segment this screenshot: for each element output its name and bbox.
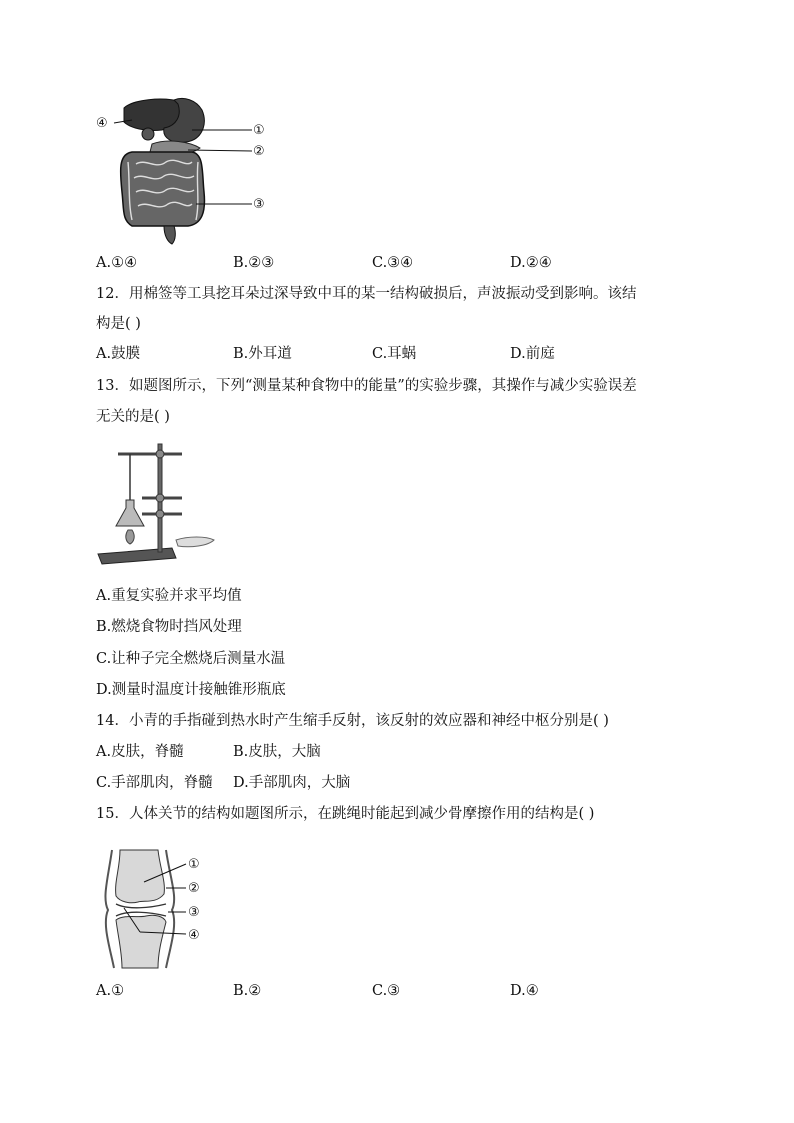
q15-stem-line1: 15．人体关节的结构如题图所示，在跳绳时能起到减少骨摩擦作用的结构是( ) <box>96 806 595 822</box>
fig11-label-1: ① <box>253 123 265 138</box>
q14-option-a: A.皮肤，脊髓 <box>96 744 184 760</box>
q11-option-d: D.②④ <box>510 255 552 271</box>
q15-option-d: D.④ <box>510 983 539 999</box>
q12-option-a: A.鼓膜 <box>96 346 141 362</box>
q15-option-b: B.② <box>233 983 262 999</box>
q11-option-a: A.①④ <box>96 255 138 271</box>
joint-structure-figure <box>100 848 220 970</box>
fig15-label-4: ④ <box>188 928 200 943</box>
digestive-system-figure <box>92 92 282 248</box>
q12-option-c: C.耳蜗 <box>372 346 417 362</box>
q13-stem-line1: 13．如题图所示，下列“测量某种食物中的能量”的实验步骤，其操作与减少实验误差 <box>96 378 637 394</box>
fig11-label-2: ② <box>253 144 265 159</box>
fig11-label-4: ④ <box>96 116 108 131</box>
q12-option-d: D.前庭 <box>510 346 555 362</box>
q15-option-c: C.③ <box>372 983 401 999</box>
q14-option-d: D.手部肌肉，大脑 <box>233 775 351 791</box>
q13-stem-line2: 无关的是( ) <box>96 409 170 425</box>
q13-option-c: C.让种子完全燃烧后测量水温 <box>96 651 286 667</box>
q14-option-c: C.手部肌肉，脊髓 <box>96 775 213 791</box>
q13-option-a: A.重复实验并求平均值 <box>96 588 242 604</box>
q11-option-c: C.③④ <box>372 255 414 271</box>
fig15-label-1: ① <box>188 857 200 872</box>
q15-option-a: A.① <box>96 983 125 999</box>
food-energy-apparatus-figure <box>96 440 216 566</box>
q14-option-b: B.皮肤，大脑 <box>233 744 321 760</box>
fig15-label-3: ③ <box>188 905 200 920</box>
q12-option-b: B.外耳道 <box>233 346 292 362</box>
q13-option-d: D.测量时温度计接触锥形瓶底 <box>96 682 286 698</box>
q11-option-b: B.②③ <box>233 255 275 271</box>
fig15-label-2: ② <box>188 881 200 896</box>
q14-stem-line1: 14．小青的手指碰到热水时产生缩手反射，该反射的效应器和神经中枢分别是( ) <box>96 713 609 729</box>
q13-option-b: B.燃烧食物时挡风处理 <box>96 619 242 635</box>
q12-stem-line1: 12．用棉签等工具挖耳朵过深导致中耳的某一结构破损后，声波振动受到影响。该结 <box>96 286 637 302</box>
fig11-label-3: ③ <box>253 197 265 212</box>
q12-stem-line2: 构是( ) <box>96 316 141 332</box>
